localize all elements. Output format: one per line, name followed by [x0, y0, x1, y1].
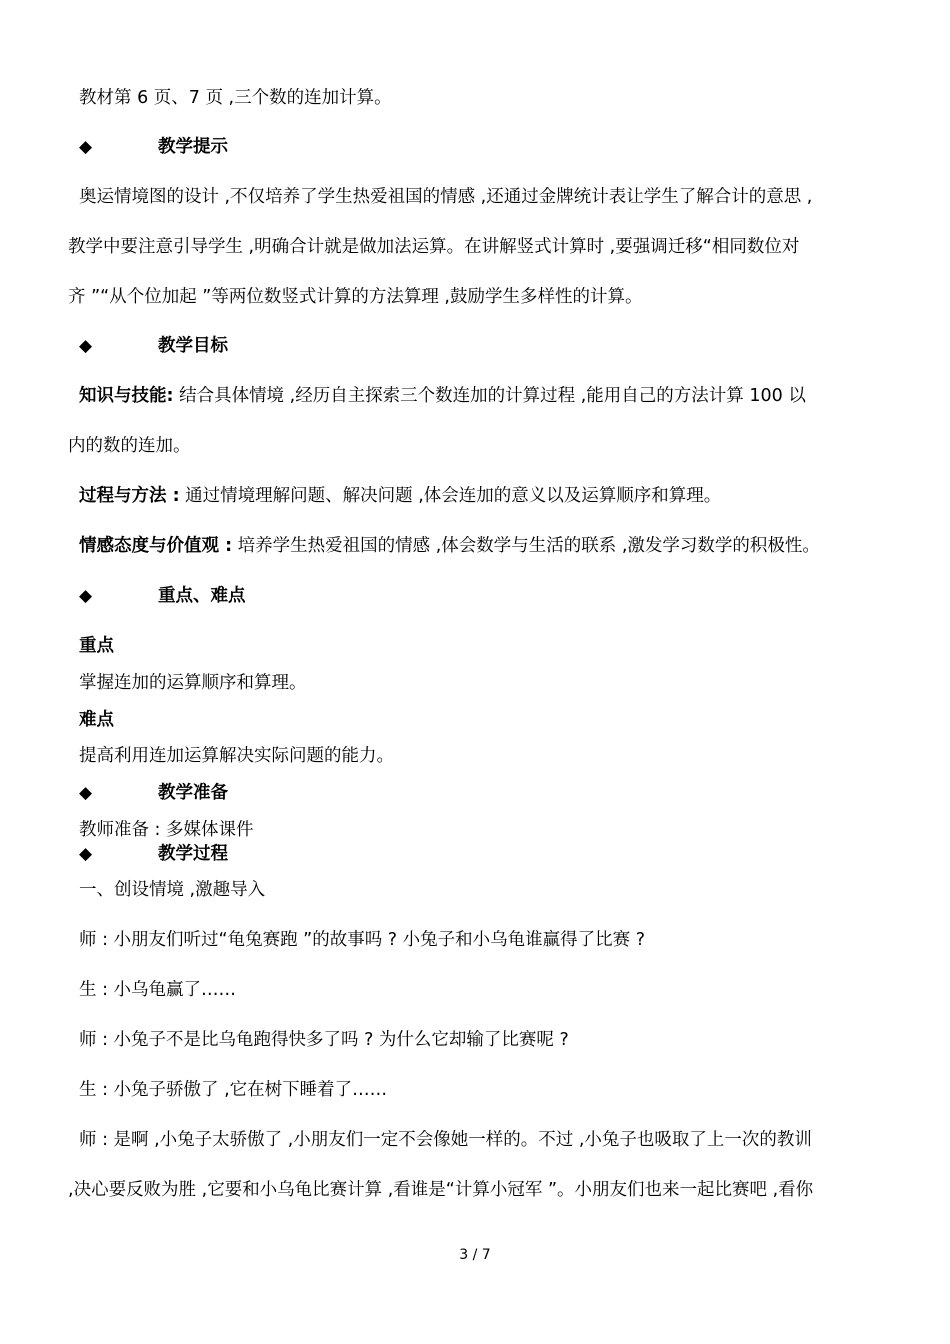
diamond-bullet-icon: ◆ [79, 586, 93, 606]
dialog-line-5-part-2: ,决心要反败为胜 ,它要和小乌龟比赛计算 ,看谁是“计算小冠军 ”。小朋友们也来一起比赛吧 ,看你 [68, 1180, 814, 1200]
goal-emotion-text: 培养学生热爱祖国的情感 ,体会数学与生活的联系 ,激发学习数学的积极性。 [232, 536, 820, 556]
textbook-reference: 教材第 6 页、7 页 ,三个数的连加计算。 [79, 88, 392, 108]
goal-knowledge-line-1 [79, 384, 806, 408]
tips-paragraph-line-3: 齐 ”“从个位加起 ”等两位数竖式计算的方法算理 ,鼓励学生多样性的计算。 [68, 287, 643, 307]
goal-knowledge-text: 结合具体情境 ,经历自主探索三个数连加的计算过程 ,能用自己的方法计算 100 以 [173, 386, 806, 406]
goal-process-text: 通过情境理解问题、解决问题 ,体会连加的意义以及运算顺序和算理。 [179, 486, 722, 506]
dialog-line-4: 生 : 小兔子骄傲了 ,它在树下睡着了…… [79, 1080, 388, 1100]
page-number: 3 / 7 [459, 1247, 491, 1263]
dialog-line-5-part-1: 师 : 是啊 ,小兔子太骄傲了 ,小朋友们一定不会像她一样的。不过 ,小兔子也吸取了上一次的教训 [79, 1130, 812, 1150]
section-heading-process: 教学过程 [158, 844, 228, 864]
goal-knowledge-label: 知识与技能: [79, 386, 174, 406]
goal-emotion-label: 情感态度与价值观 : [79, 536, 233, 556]
diamond-bullet-icon: ◆ [79, 844, 93, 864]
section-heading-prep: 教学准备 [158, 783, 228, 803]
prep-text: 教师准备 : 多媒体课件 [79, 820, 254, 840]
dialog-line-2: 生 : 小乌龟赢了…… [79, 980, 237, 1000]
process-step-1: 一、创设情境 ,激趣导入 [79, 880, 266, 900]
difficulty-label: 难点 [79, 710, 114, 730]
goal-process [79, 484, 721, 508]
section-heading-tips: 教学提示 [158, 137, 228, 157]
tips-paragraph-line-2: 教学中要注意引导学生 ,明确合计就是做加法运算。在讲解竖式计算时 ,要强调迁移“相同数位对 [68, 237, 800, 257]
dialog-line-1: 师 : 小朋友们听过“龟兔赛跑 ”的故事吗 ? 小兔子和小乌龟谁赢得了比赛 ? [79, 930, 645, 950]
dialog-line-3: 师 : 小兔子不是比乌龟跑得快多了吗 ? 为什么它却输了比赛呢 ? [79, 1030, 569, 1050]
diamond-bullet-icon: ◆ [79, 336, 93, 356]
section-heading-keypoints: 重点、难点 [158, 586, 246, 606]
difficulty-text: 提高利用连加运算解决实际问题的能力。 [79, 746, 394, 766]
diamond-bullet-icon: ◆ [79, 783, 93, 803]
section-heading-goals: 教学目标 [158, 336, 228, 356]
diamond-bullet-icon: ◆ [79, 137, 93, 157]
tips-paragraph-line-1: 奥运情境图的设计 ,不仅培养了学生热爱祖国的情感 ,还通过金牌统计表让学生了解合计的意思 , [79, 187, 813, 207]
goal-knowledge-line-2: 内的数的连加。 [68, 436, 191, 456]
key-text: 掌握连加的运算顺序和算理。 [79, 673, 307, 693]
goal-emotion [79, 534, 820, 558]
goal-process-label: 过程与方法 : [79, 486, 180, 506]
key-label: 重点 [79, 636, 114, 656]
